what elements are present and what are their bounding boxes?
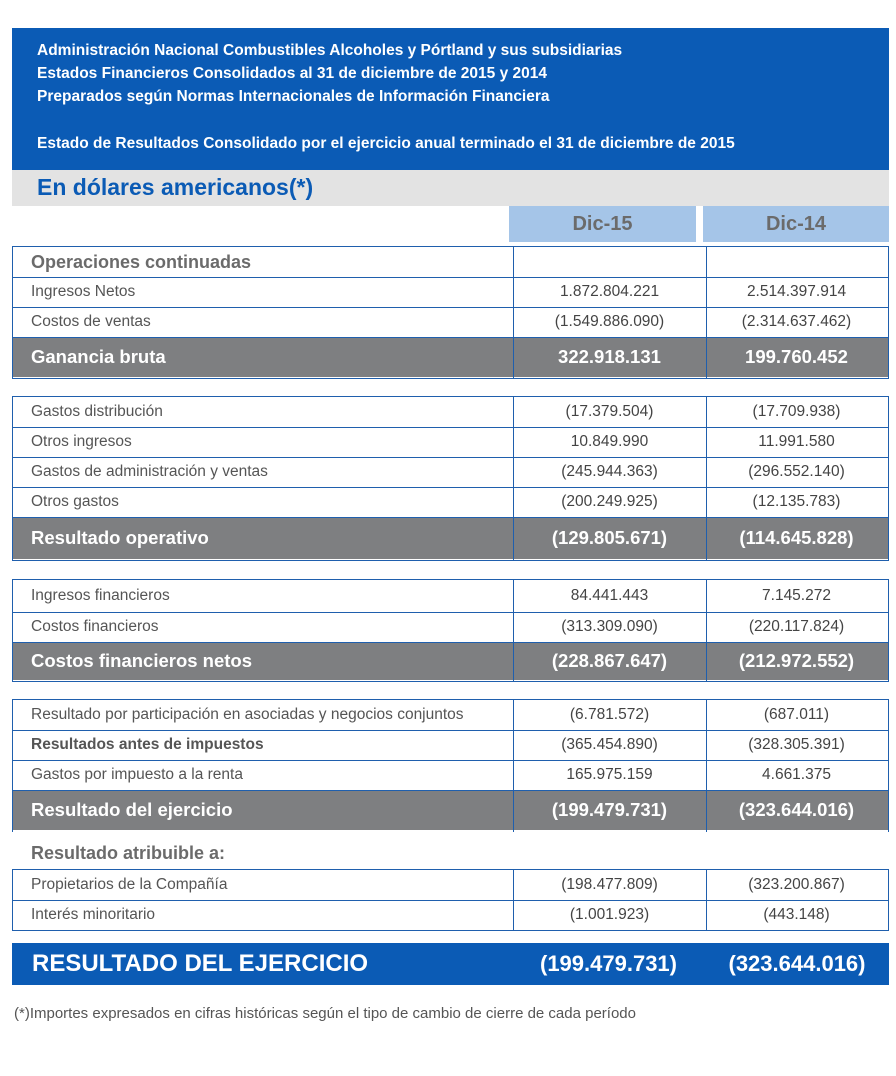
- table-row: [13, 247, 888, 277]
- value-dic-15: 322.918.131: [558, 346, 661, 367]
- value-dic-15: (6.781.572): [569, 706, 650, 723]
- value-dic-14: 11.991.580: [758, 433, 835, 450]
- value-dic-14: 7.145.272: [762, 587, 831, 604]
- table-group-attributable: [12, 869, 889, 931]
- table-row: [13, 790, 888, 830]
- final-total-dic-14: (323.644.016): [728, 951, 866, 976]
- row-label: Otros gastos: [31, 493, 119, 510]
- table-row: [13, 760, 888, 790]
- value-dic-15: (199.479.731): [551, 799, 668, 820]
- row-label: Ganancia bruta: [31, 346, 166, 367]
- value-dic-14: (687.011): [763, 706, 830, 723]
- table-group-financial-costs: [12, 579, 889, 682]
- value-dic-14: (323.200.867): [748, 876, 845, 893]
- value-dic-14: (323.644.016): [738, 799, 855, 820]
- column-divider: [706, 580, 707, 681]
- attributable-title: Resultado atribuible a:: [31, 843, 226, 863]
- table-row: [13, 307, 888, 337]
- column-divider: [513, 580, 514, 681]
- row-divider: [13, 642, 888, 643]
- report-header: [12, 28, 889, 170]
- row-divider: [13, 900, 888, 901]
- row-divider: [13, 277, 888, 278]
- value-dic-15: (198.477.809): [561, 876, 658, 893]
- row-divider: [13, 427, 888, 428]
- standards-note: Preparados según Normas Internacionales de Información Financiera: [37, 88, 550, 105]
- value-dic-14: 2.514.397.914: [746, 283, 847, 300]
- column-divider: [513, 397, 514, 560]
- value-dic-15: (1.001.923): [569, 905, 650, 923]
- value-dic-15: 1.872.804.221: [559, 283, 660, 300]
- column-divider: [513, 700, 514, 832]
- value-dic-15: (228.867.647): [551, 650, 668, 671]
- value-dic-15: (313.309.090): [561, 618, 658, 635]
- value-dic-15: [513, 247, 706, 277]
- value-dic-14: [706, 247, 887, 277]
- table-group-gross-profit: [12, 246, 889, 379]
- table-group-operating-result: [12, 396, 889, 561]
- table-row: [13, 487, 888, 517]
- value-dic-15: (1.549.886.090): [554, 313, 665, 330]
- column-divider: [706, 247, 707, 378]
- value-dic-14: (114.645.828): [739, 527, 854, 548]
- table-group-period-result: [12, 699, 889, 832]
- row-label: Resultados antes de impuestos: [31, 736, 264, 753]
- footnote: (*)Importes expresados en cifras históricas según el tipo de cambio de cierre de cada período: [14, 1005, 636, 1022]
- table-row: [13, 517, 888, 559]
- column-divider: [513, 870, 514, 930]
- value-dic-14: (212.972.552): [738, 650, 855, 671]
- final-total-bar: [12, 943, 889, 985]
- row-divider: [13, 730, 888, 731]
- column-divider: [513, 247, 514, 378]
- currency-label: En dólares americanos(*): [37, 174, 314, 200]
- value-dic-15: 165.975.159: [566, 766, 653, 783]
- value-dic-14: (2.314.637.462): [741, 313, 852, 330]
- row-label: Costos de ventas: [31, 313, 151, 330]
- value-dic-15: (129.805.671): [551, 527, 668, 548]
- value-dic-15: (17.379.504): [565, 403, 654, 420]
- row-label: Propietarios de la Compañía: [31, 876, 228, 893]
- row-label: Resultado por participación en asociadas y negocios conjuntos: [31, 706, 464, 723]
- column-divider: [706, 700, 707, 832]
- value-dic-14: (328.305.391): [748, 736, 845, 753]
- row-label: Otros ingresos: [31, 433, 132, 450]
- row-label: Gastos de administración y ventas: [31, 463, 268, 480]
- company-name: Administración Nacional Combustibles Alcoholes y Pórtland y sus subsidiarias: [37, 42, 623, 59]
- row-label: Gastos por impuesto a la renta: [31, 766, 243, 783]
- row-divider: [13, 487, 888, 488]
- column-divider: [706, 397, 707, 560]
- row-label: Ingresos Netos: [31, 283, 136, 300]
- value-dic-14: 199.760.452: [745, 346, 848, 367]
- value-dic-15: 10.849.990: [570, 433, 649, 450]
- row-divider: [13, 337, 888, 338]
- row-divider: [13, 612, 888, 613]
- row-label: Costos financieros netos: [31, 650, 253, 671]
- table-row: [13, 642, 888, 680]
- table-row: [13, 612, 888, 642]
- row-divider: [13, 790, 888, 791]
- table-row: [13, 730, 888, 760]
- value-dic-15: (245.944.363): [561, 463, 658, 480]
- row-label: Ingresos financieros: [31, 587, 170, 604]
- value-dic-14: (296.552.140): [748, 463, 845, 480]
- value-dic-15: (200.249.925): [561, 493, 658, 510]
- statement-title: Estado de Resultados Consolidado por el ejercicio anual terminado el 31 de diciembre de 2015: [37, 135, 735, 152]
- table-row: [13, 277, 888, 307]
- table-row: [13, 870, 888, 900]
- final-total-dic-15: (199.479.731): [540, 951, 677, 976]
- row-label: Interés minoritario: [31, 905, 156, 923]
- value-dic-14: (220.117.824): [748, 618, 845, 635]
- column-header-dic-14: Dic-14: [703, 206, 889, 242]
- row-label: Resultado operativo: [31, 527, 209, 548]
- statements-title: Estados Financieros Consolidados al 31 de diciembre de 2015 y 2014: [37, 65, 547, 82]
- row-label: Resultado del ejercicio: [31, 799, 233, 820]
- row-label: Costos financieros: [31, 618, 159, 635]
- value-dic-14: (443.148): [763, 905, 830, 923]
- table-row: [13, 900, 888, 929]
- row-divider: [13, 457, 888, 458]
- table-row: [13, 397, 888, 427]
- row-divider: [13, 517, 888, 518]
- row-divider: [13, 307, 888, 308]
- final-total-label: RESULTADO DEL EJERCICIO: [32, 950, 369, 977]
- column-header-dic-15: Dic-15: [509, 206, 696, 242]
- table-row: [13, 457, 888, 487]
- table-row: [13, 337, 888, 377]
- value-dic-15: 84.441.443: [570, 587, 649, 604]
- value-dic-15: (365.454.890): [561, 736, 658, 753]
- value-dic-14: (17.709.938): [752, 403, 841, 420]
- column-divider: [706, 870, 707, 930]
- row-divider: [13, 760, 888, 761]
- table-row: [13, 700, 888, 730]
- currency-bar: [12, 170, 889, 206]
- value-dic-14: 4.661.375: [762, 766, 831, 783]
- table-row: [13, 427, 888, 457]
- row-label: Gastos distribución: [31, 403, 163, 420]
- value-dic-14: (12.135.783): [752, 493, 841, 510]
- table-row: [13, 580, 888, 612]
- row-label: Operaciones continuadas: [31, 251, 252, 272]
